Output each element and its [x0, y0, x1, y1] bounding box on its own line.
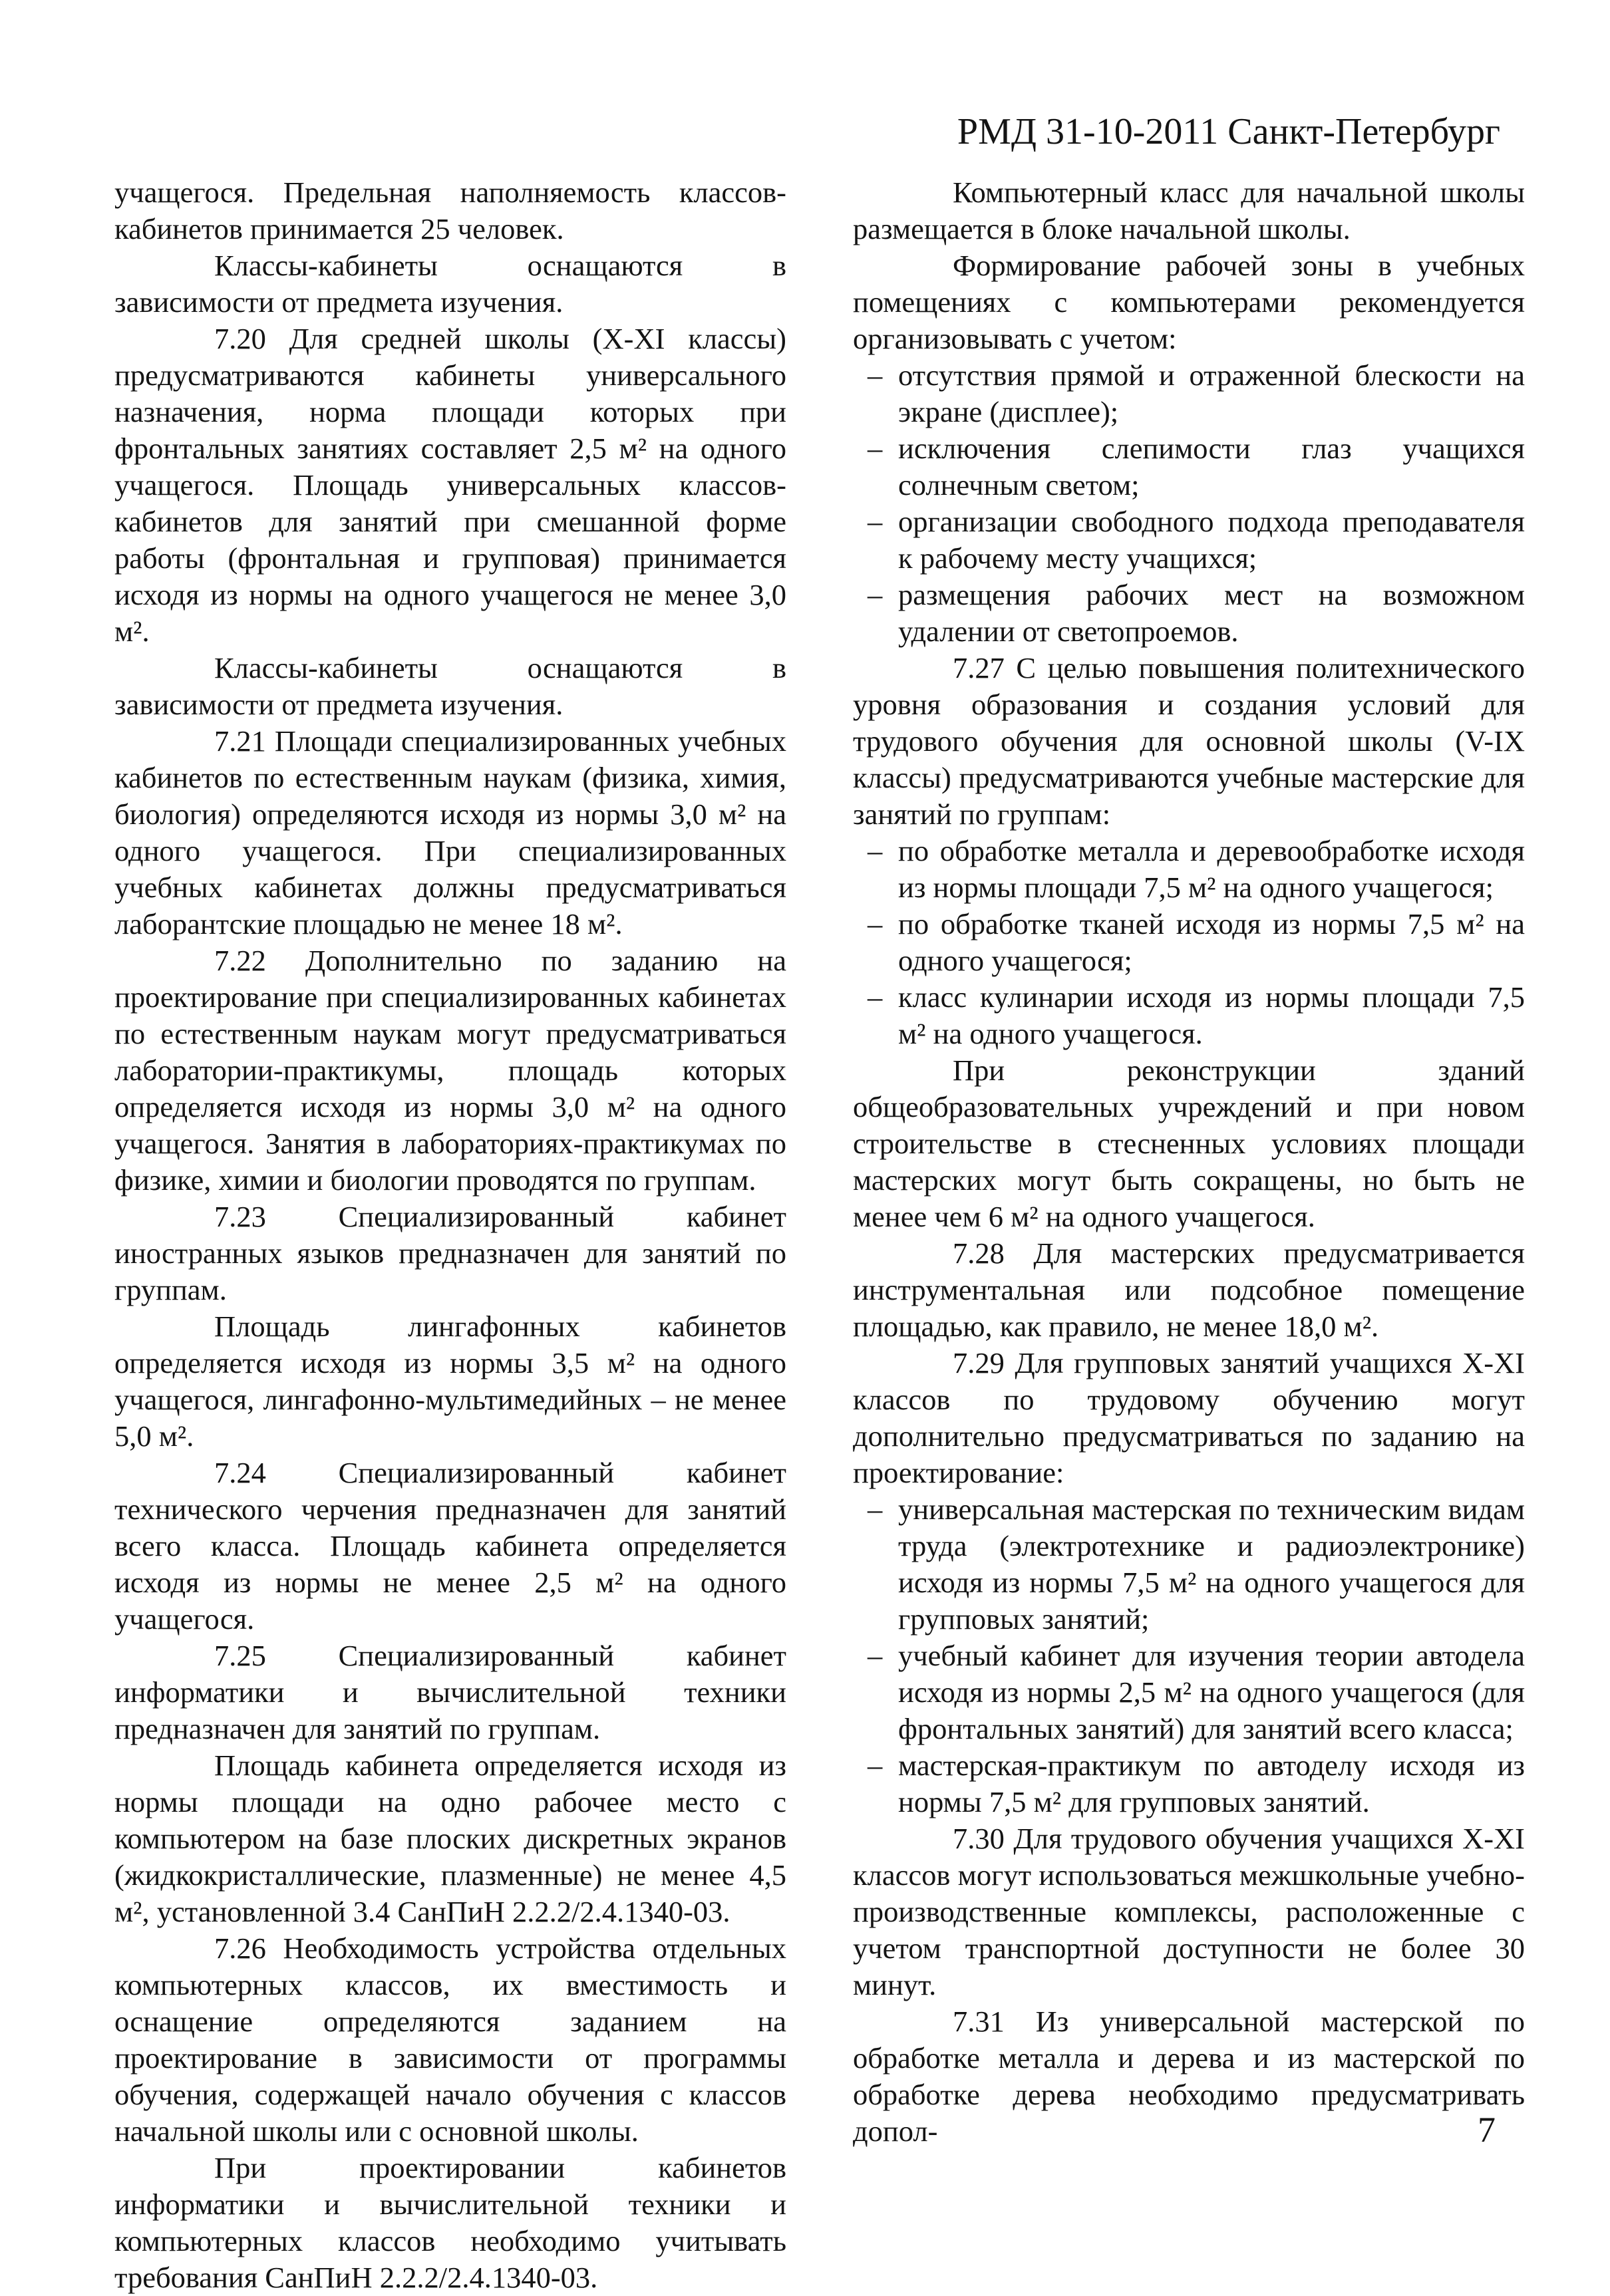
paragraph: Площадь лингафонных кабинетов определяется исходя из нормы 3,5 м² на одного учащегося, лингафонно-мультимедийных – не менее 5,0 м². — [114, 1310, 786, 1453]
list-item-text: учебный кабинет для изучения теории автодела исходя из нормы 2,5 м² на одного учащегося (для фронтальных занятий) для занятий всего класса; — [898, 1639, 1525, 1745]
page-number: 7 — [1478, 2110, 1496, 2150]
list-item — [853, 577, 1525, 650]
paragraph-7-31: 7.31 Из универсальной мастерской по обработке металла и дерева и из мастерской по обработке дерева необходимо предусматривать допол- — [853, 2005, 1525, 2148]
paragraph: Формирование рабочей зоны в учебных помещениях с компьютерами рекомендуется организовывать с учетом: — [853, 249, 1525, 355]
dash-bullet: – — [868, 1639, 883, 1672]
list-item-text: отсутствия прямой и отраженной блескости на экране (дисплее); — [898, 359, 1525, 428]
paragraph-7-27: 7.27 С целью повышения политехнического уровня образования и создания условий для трудового обучения для основной школы (V-IX классы) предусматриваются учебные мастерские для занятий по группам: — [853, 651, 1525, 831]
paragraph-7-24: 7.24 Специализированный кабинет технического черчения предназначен для занятий всего класса. Площадь кабинета определяется исходя из нормы не менее 2,5 м² на одного учащегося. — [114, 1456, 786, 1636]
paragraph-7-26: 7.26 Необходимость устройства отдельных компьютерных классов, их вместимость и оснащение определяются заданием на проектирование в зависимости от программы обучения, содержащей начало обучения с классов начальной школы или с основной школы. — [114, 1932, 786, 2148]
list-item — [853, 430, 1525, 503]
dash-bullet: – — [868, 907, 883, 940]
list-item — [853, 503, 1525, 577]
list-item — [853, 979, 1525, 1052]
paragraph: При проектировании кабинетов информатики и вычислительной техники и компьютерных классов необходимо учитывать требования СанПиН 2.2.2/2.4.1340-03. — [114, 2151, 786, 2294]
list-item — [853, 1747, 1525, 1820]
list-item — [853, 906, 1525, 979]
list-item — [853, 833, 1525, 906]
dash-bullet: – — [868, 980, 883, 1014]
list-item — [853, 357, 1525, 430]
paragraph-7-23: 7.23 Специализированный кабинет иностранных языков предназначен для занятий по группам. — [114, 1200, 786, 1306]
paragraph: Площадь кабинета определяется исходя из нормы площади на одно рабочее место с компьютером на базе плоских дискретных экранов (жидкокристаллические, плазменные) не менее 4,5 м², установленной 3.4 СанПиН 2.2.2/2.4.1340-03. — [114, 1749, 786, 1928]
list-item-text: класс кулинарии исходя из нормы площади 7,5 м² на одного учащегося. — [898, 980, 1525, 1050]
list-item-text: исключения слепимости глаз учащихся солнечным светом; — [898, 432, 1525, 502]
paragraph: Классы-кабинеты оснащаются в зависимости от предмета изучения. — [114, 651, 786, 721]
paragraph-7-28: 7.28 Для мастерских предусматривается инструментальная или подсобное помещение площадью, как правило, не менее 18,0 м². — [853, 1236, 1525, 1343]
dash-bullet: – — [868, 578, 883, 611]
dash-bullet: – — [868, 1749, 883, 1782]
dash-bullet: – — [868, 1493, 883, 1526]
paragraph: учащегося. Предельная наполняемость классов-кабинетов принимается 25 человек. — [114, 176, 786, 245]
paragraph: При реконструкции зданий общеобразовательных учреждений и при новом строительстве в стесненных условиях площади мастерских могут быть сокращены, но быть не менее чем 6 м² на одного учащегося. — [853, 1054, 1525, 1233]
left-column — [114, 174, 786, 2296]
list-item-text: размещения рабочих мест на возможном удалении от светопроемов. — [898, 578, 1525, 648]
list-item-text: по обработке металла и деревообработке исходя из нормы площади 7,5 м² на одного учащегося; — [898, 834, 1525, 904]
paragraph-7-21: 7.21 Площади специализированных учебных кабинетов по естественным наукам (физика, химия, биология) определяются исходя из нормы 3,0 м² на одного учащегося. При специализированных учебных кабинетах должны предусматриваться лаборантские площадью не менее 18 м². — [114, 724, 786, 940]
list-item-text: по обработке тканей исходя из нормы 7,5 м² на одного учащегося; — [898, 907, 1525, 977]
paragraph: Компьютерный класс для начальной школы размещается в блоке начальной школы. — [853, 176, 1525, 245]
paragraph-7-22: 7.22 Дополнительно по заданию на проектирование при специализированных кабинетах по естественным наукам могут предусматриваться лаборатории-практикумы, площадь которых определяется исходя из нормы 3,0 м² на одного учащегося. Занятия в лабораториях-практикумах по физике, химии и биологии проводятся по группам. — [114, 944, 786, 1197]
right-column — [853, 174, 1525, 2150]
dash-bullet: – — [868, 432, 883, 465]
dash-bullet: – — [868, 505, 883, 538]
dash-bullet: – — [868, 834, 883, 867]
paragraph-7-20: 7.20 Для средней школы (X-XI классы) предусматриваются кабинеты универсального назначения, норма площади которых при фронтальных занятиях составляет 2,5 м² на одного учащегося. Площадь универсальных классов-кабинетов для занятий при смешанной форме работы (фронтальная и групповая) принимается исходя из нормы на одного учащегося не менее 3,0 м². — [114, 322, 786, 648]
paragraph: Классы-кабинеты оснащаются в зависимости от предмета изучения. — [114, 249, 786, 319]
list-item-text: организации свободного подхода преподавателя к рабочему месту учащихся; — [898, 505, 1525, 575]
dash-bullet: – — [868, 359, 883, 392]
list-item-text: мастерская-практикум по автоделу исходя из нормы 7,5 м² для групповых занятий. — [898, 1749, 1525, 1818]
paragraph-7-30: 7.30 Для трудового обучения учащихся X-XI классов могут использоваться межшкольные учебно-производственные комплексы, расположенные с учетом транспортной доступности не более 30 минут. — [853, 1822, 1525, 2001]
running-header: РМД 31-10-2011 Санкт-Петербург — [957, 111, 1500, 152]
list-item — [853, 1638, 1525, 1747]
paragraph-7-29: 7.29 Для групповых занятий учащихся X-XI классов по трудовому обучению могут дополнительно предусматриваться по заданию на проектирование: — [853, 1346, 1525, 1489]
list-item — [853, 1491, 1525, 1638]
paragraph-7-25: 7.25 Специализированный кабинет информатики и вычислительной техники предназначен для занятий по группам. — [114, 1639, 786, 1745]
list-item-text: универсальная мастерская по техническим видам труда (электротехнике и радиоэлектронике) исходя из нормы 7,5 м² на одного учащегося для групповых занятий; — [898, 1493, 1525, 1636]
